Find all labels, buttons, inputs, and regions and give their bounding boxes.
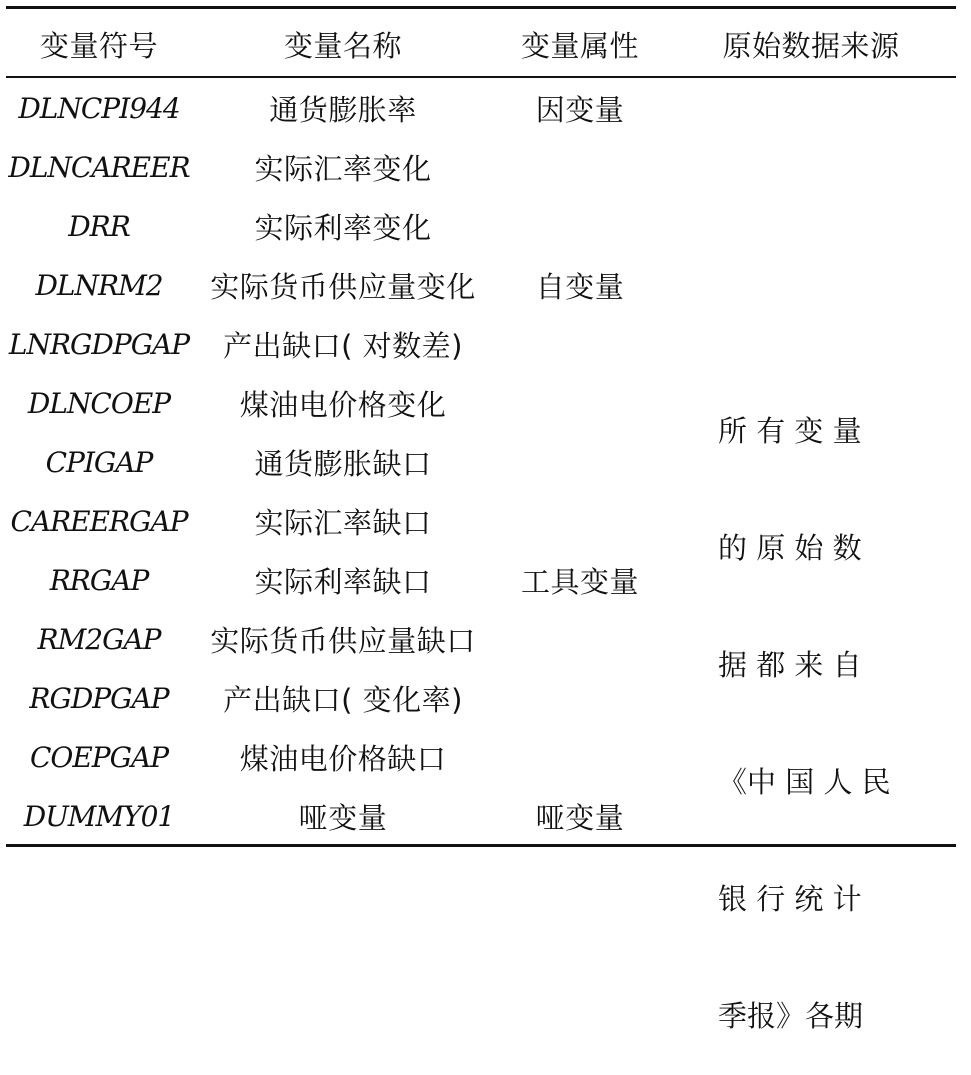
table-row-name: 实际货币供应量变化 bbox=[210, 269, 476, 304]
source-line: 银 行 统 计 bbox=[718, 882, 862, 916]
source-line: 据 都 来 自 bbox=[718, 648, 862, 682]
data-source-note bbox=[718, 334, 891, 1075]
table-row-symbol: DLNRM2 bbox=[35, 268, 163, 302]
table-row-name: 产出缺口( 变化率) bbox=[223, 682, 463, 717]
attribute-instrument: 工具变量 bbox=[520, 564, 639, 599]
table-row-name: 实际利率变化 bbox=[254, 210, 432, 245]
table-row-symbol: CAREERGAP bbox=[10, 504, 188, 538]
table-row-symbol: DRR bbox=[68, 209, 130, 243]
table-row-name: 煤油电价格变化 bbox=[239, 387, 447, 422]
table-row-name: 煤油电价格缺口 bbox=[239, 741, 447, 776]
attribute-dependent: 因变量 bbox=[535, 92, 625, 127]
table-row-symbol: RGDPGAP bbox=[29, 681, 169, 715]
table-row-name: 通货膨胀缺口 bbox=[254, 446, 432, 481]
table-row-symbol: RM2GAP bbox=[37, 622, 161, 656]
header-rule bbox=[6, 76, 956, 78]
table-row-symbol: DLNCPI944 bbox=[18, 91, 180, 125]
source-line: 《中 国 人 民 bbox=[718, 765, 891, 799]
table-row-symbol: LNRGDPGAP bbox=[8, 327, 190, 361]
table-row-name: 哑变量 bbox=[298, 800, 388, 835]
table-row-symbol: DUMMY01 bbox=[23, 799, 175, 833]
table-row-symbol: CPIGAP bbox=[45, 445, 153, 479]
table-row-name: 通货膨胀率 bbox=[269, 92, 417, 127]
header-name: 变量名称 bbox=[283, 28, 402, 63]
header-symbol: 变量符号 bbox=[39, 28, 158, 63]
table-row-symbol: RRGAP bbox=[49, 563, 149, 597]
table-row-name: 实际汇率缺口 bbox=[254, 505, 432, 540]
table-row-name: 实际利率缺口 bbox=[254, 564, 432, 599]
top-rule bbox=[6, 6, 956, 9]
table-row-symbol: DLNCAREER bbox=[8, 150, 190, 184]
source-line: 所 有 变 量 bbox=[718, 414, 862, 448]
table-row-name: 产出缺口( 对数差) bbox=[223, 328, 463, 363]
header-attribute: 变量属性 bbox=[520, 28, 639, 63]
source-line: 季报》各期 bbox=[718, 999, 864, 1033]
attribute-dummy: 哑变量 bbox=[535, 800, 625, 835]
table-row-symbol: COEPGAP bbox=[29, 740, 169, 774]
table-row-name: 实际汇率变化 bbox=[254, 151, 432, 186]
table-row-name: 实际货币供应量缺口 bbox=[210, 623, 476, 658]
source-line: 的 原 始 数 bbox=[718, 531, 862, 565]
table-row-symbol: DLNCOEP bbox=[27, 386, 171, 420]
attribute-independent: 自变量 bbox=[535, 269, 625, 304]
header-source: 原始数据来源 bbox=[722, 28, 900, 63]
